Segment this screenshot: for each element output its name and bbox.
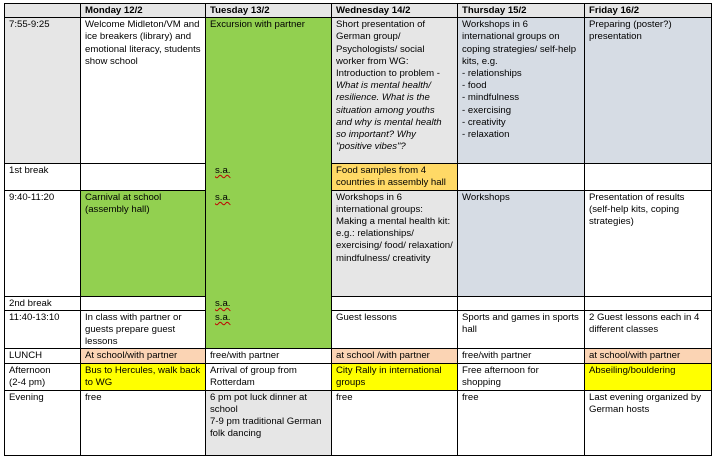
cell-thursday-slot2: Workshops bbox=[458, 190, 585, 296]
wednesday-presentation-text: Short presentation of German group/ Psychologists/ social worker from WG: Introduction to problem - bbox=[336, 19, 440, 80]
list-item: - food bbox=[462, 80, 487, 92]
header-day-thursday: Thursday 15/2 bbox=[458, 4, 585, 18]
time-label bbox=[5, 363, 81, 390]
table-row bbox=[5, 190, 712, 296]
table-row bbox=[5, 18, 712, 164]
afternoon-time: (2-4 pm) bbox=[9, 376, 46, 388]
cell-wednesday-slot2: Workshops in 6 international groups: Making a mental health kit: e.g.: relationships/ exercising/ food/ relaxation/ mindfulness/ creativity bbox=[332, 190, 458, 296]
cell-wednesday-break2 bbox=[332, 296, 458, 310]
list-item: - mindfulness bbox=[462, 92, 520, 104]
cell-wednesday-slot3: Guest lessons bbox=[332, 310, 458, 349]
cell-thursday-lunch: free/with partner bbox=[458, 349, 585, 363]
cell-friday-slot3: 2 Guest lessons each in 4 different classes bbox=[585, 310, 712, 349]
cell-wednesday-break1: Food samples from 4 countries in assembly hall bbox=[332, 164, 458, 190]
table-row bbox=[5, 349, 712, 363]
cell-friday-slot2: Presentation of results (self-help kits, coping strategies) bbox=[585, 190, 712, 296]
table-row bbox=[5, 310, 712, 349]
cell-friday-break2 bbox=[585, 296, 712, 310]
cell-monday-evening: free bbox=[81, 390, 206, 455]
header-corner bbox=[5, 4, 81, 18]
time-label: 1st break bbox=[5, 164, 81, 190]
cell-tuesday-excursion: Excursion with partner bbox=[206, 18, 332, 349]
cell-friday-lunch: at school/with partner bbox=[585, 349, 712, 363]
list-item: - creativity bbox=[462, 116, 506, 128]
cell-thursday-break1 bbox=[458, 164, 585, 190]
header-day-monday: Monday 12/2 bbox=[81, 4, 206, 18]
cell-monday-slot2: Carnival at school (assembly hall) bbox=[81, 190, 206, 296]
list-item: - exercising bbox=[462, 104, 512, 116]
thursday-workshop-intro: Workshops in 6 international groups on coping strategies/ self-help kits, e.g. bbox=[462, 19, 577, 67]
cell-friday-slot1: Preparing (poster?) presentation bbox=[585, 18, 712, 164]
cell-wednesday-lunch: at school /with partner bbox=[332, 349, 458, 363]
time-label: 11:40-13:10 bbox=[5, 310, 81, 349]
tuesday-sa-break1: s.a. bbox=[215, 165, 231, 176]
table-row bbox=[5, 390, 712, 455]
header-day-wednesday: Wednesday 14/2 bbox=[332, 4, 458, 18]
weekly-schedule-table bbox=[4, 3, 712, 456]
cell-monday-lunch: At school/with partner bbox=[81, 349, 206, 363]
tuesday-sa-slot3: s.a. bbox=[215, 312, 231, 323]
cell-friday-evening: Last evening organized by German hosts bbox=[585, 390, 712, 455]
header-row bbox=[5, 4, 712, 18]
cell-thursday-slot1 bbox=[458, 18, 585, 164]
list-item: - relationships bbox=[462, 68, 522, 80]
table-row bbox=[5, 164, 712, 190]
potluck-text: 6 pm pot luck dinner at school bbox=[210, 391, 308, 415]
time-label: 7:55-9:25 bbox=[5, 18, 81, 164]
list-item: - relaxation bbox=[462, 129, 510, 141]
cell-wednesday-slot1 bbox=[332, 18, 458, 164]
table-row bbox=[5, 363, 712, 390]
tuesday-sa-break2: s.a. bbox=[215, 298, 231, 309]
tuesday-sa-slot2: s.a. bbox=[215, 192, 231, 203]
cell-tuesday-lunch: free/with partner bbox=[206, 349, 332, 363]
cell-thursday-break2 bbox=[458, 296, 585, 310]
cell-monday-slot1: Welcome Midleton/VM and ice breakers (library) and emotional literacy, students show school bbox=[81, 18, 206, 164]
cell-wednesday-afternoon: City Rally in international groups bbox=[332, 363, 458, 390]
cell-thursday-evening: free bbox=[458, 390, 585, 455]
header-day-tuesday: Tuesday 13/2 bbox=[206, 4, 332, 18]
schedule-page bbox=[4, 3, 711, 462]
folk-dancing-text: 7-9 pm traditional German folk dancing bbox=[210, 416, 322, 440]
afternoon-label: Afternoon bbox=[9, 364, 51, 376]
cell-wednesday-evening: free bbox=[332, 390, 458, 455]
cell-monday-break2 bbox=[81, 296, 206, 310]
cell-thursday-slot3: Sports and games in sports hall bbox=[458, 310, 585, 349]
cell-friday-afternoon: Abseiling/bouldering bbox=[585, 363, 712, 390]
time-label: 2nd break bbox=[5, 296, 81, 310]
time-label: 9:40-11:20 bbox=[5, 190, 81, 296]
time-label: LUNCH bbox=[5, 349, 81, 363]
table-row bbox=[5, 296, 712, 310]
cell-thursday-afternoon: Free afternoon for shopping bbox=[458, 363, 585, 390]
cell-tuesday-evening bbox=[206, 390, 332, 455]
cell-monday-break1 bbox=[81, 164, 206, 190]
cell-tuesday-afternoon: Arrival of group from Rotterdam bbox=[206, 363, 332, 390]
header-day-friday: Friday 16/2 bbox=[585, 4, 712, 18]
cell-monday-slot3: In class with partner or guests prepare guest lessons bbox=[81, 310, 206, 349]
cell-monday-afternoon: Bus to Hercules, walk back to WG bbox=[81, 363, 206, 390]
time-label: Evening bbox=[5, 390, 81, 455]
wednesday-questions-text: What is mental health/ resilience. What is the situation among youths and why is mental health so important? Why "positive vibes"? bbox=[336, 80, 442, 153]
cell-friday-break1 bbox=[585, 164, 712, 190]
